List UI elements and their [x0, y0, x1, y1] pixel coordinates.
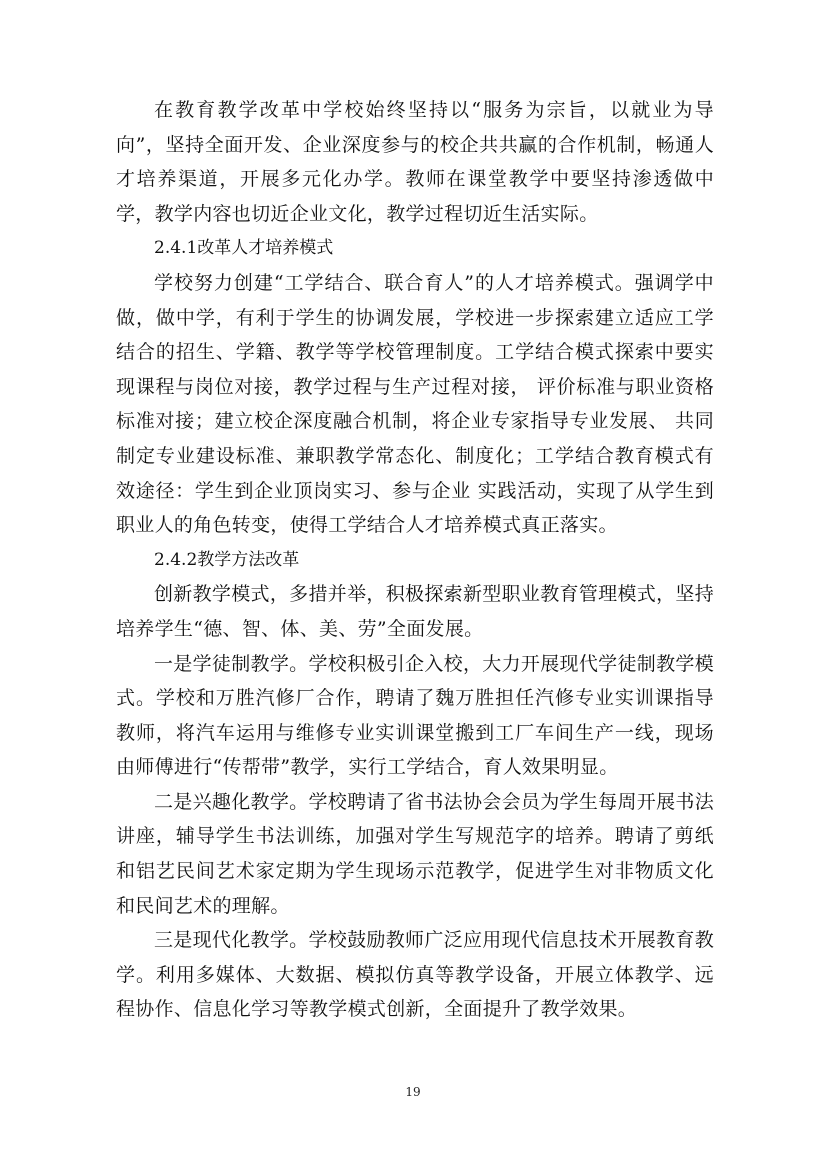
section-heading-2-4-1: 2.4.1改革人才培养模式 — [154, 238, 334, 259]
paragraph-talent-model: 学校努力创建“工学结合、联合育人”的人才培养模式。强调学中做，做中学，有利于学生的协调发展，学校进一步探索建立适应工学结合的招生、学籍、教学等学校管理制度。工学结合模式探索中要实现课程与岗位对接，教学过程与生产过程对接， 评价标准与职业资格标准对接；建立校企深度融合机制，将企业专家指导专业发展、 共同制定专业建设标准、兼职教学常态化、制度化；工学结合教育模式有效途径：学生到企业顶岗实习、参与企业 实践活动，实现了从学生到职业人的角色转变，使得工学结合人才培养模式真正落实。 — [116, 271, 714, 537]
page-number: 19 — [405, 1085, 421, 1099]
paragraph-interest-teaching: 二是兴趣化教学。学校聘请了省书法协会会员为学生每周开展书法讲座，辅导学生书法训练，加强对学生写规范字的培养。聘请了剪纸和铝艺民间艺术家定期为学生现场示范教学，促进学生对非物质文化和民间艺术的理解。 — [116, 790, 714, 917]
paragraph-apprenticeship: 一是学徒制教学。学校积极引企入校，大力开展现代学徒制教学模式。学校和万胜汽修厂合作，聘请了魏万胜担任汽修专业实训课指导教师，将汽车运用与维修专业实训课堂搬到工厂车间生产一线，现场由师傅进行“传帮带”教学，实行工学结合，育人效果明显。 — [116, 652, 714, 779]
paragraph-teaching-innovation: 创新教学模式，多措并举，积极探索新型职业教育管理模式，坚持培养学生“德、智、体、美、劳”全面发展。 — [116, 583, 714, 640]
paragraph-reform-overview: 在教育教学改革中学校始终坚持以“服务为宗旨，以就业为导向”，坚持全面开发、企业深度参与的校企共共赢的合作机制，畅通人才培养渠道，开展多元化办学。教师在课堂教学中要坚持渗透做中学，教学内容也切近企业文化，教学过程切近生活实际。 — [116, 99, 714, 225]
document-body — [116, 93, 714, 1027]
paragraph-modern-teaching: 三是现代化教学。学校鼓励教师广泛应用现代信息技术开展教育教学。利用多媒体、大数据、模拟仿真等教学设备，开展立体教学、远程协作、信息化学习等教学模式创新，全面提升了教学效果。 — [116, 929, 714, 1021]
section-heading-2-4-2: 2.4.2教学方法改革 — [154, 549, 300, 570]
